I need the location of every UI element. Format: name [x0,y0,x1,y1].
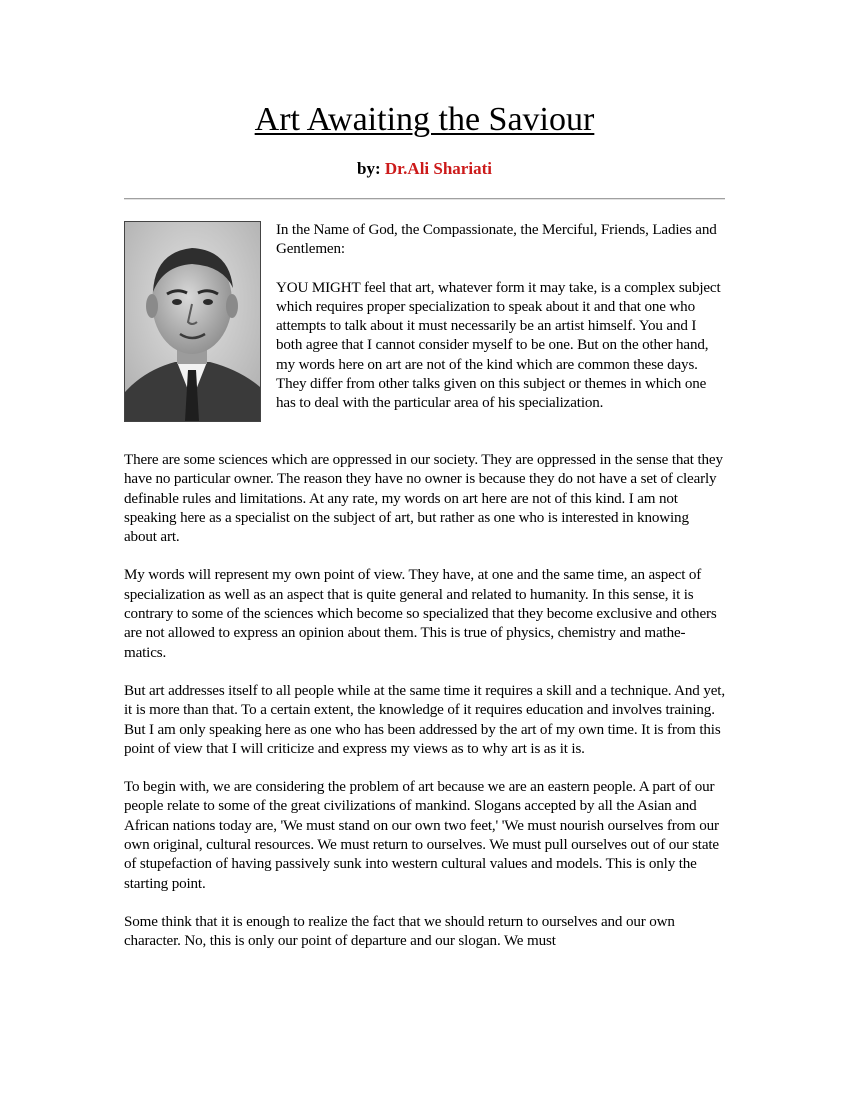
intro-text [276,221,725,433]
portrait-drawing [125,222,260,421]
body-paragraph: To begin with, we are considering the problem of art because we are an eastern people. A part of our people relate to some of the great civilizations of mankind. Slogans accepted by all the Asian and African nations today are, 'We must stand on our own two feet,' 'We must nourish ourselves from our own original, cultural resources. We must return to ourselves. We must pull ourselves out of our state of stupefaction of having passively sunk into western cultural values and models. This is only the starting point. [124,779,719,892]
body-paragraph: But art addresses itself to all people while at the same time it requires a skill and a technique. And yet, it is more than that. To a certain extent, the knowledge of it requires education and involves training. But I am only speaking here as one who has been addressed by the art of my own time. It is from this point of view that I will criticize and express my views as to why art is as it is. [124,682,725,757]
horizontal-divider [124,198,725,200]
page-title: Art Awaiting the Saviour [254,101,595,138]
body-paragraph: My words will represent my own point of view. They have, at one and the same time, an aspect of specialization as well as an aspect that is quite general and related to humanity. In this sense, it is contrary to some of the sciences which become so specialized that they become exclusive and others are not allowed to express an opinion about them. This is true of physics, chemistry and mathe- matics. [124,567,717,661]
body-text [124,451,725,971]
body-paragraph: Some think that it is enough to realize the fact that we should return to ourselves and our own character. No, this is only our point of departure and our slogan. We must [124,913,675,950]
body-paragraph: There are some sciences which are oppressed in our society. They are oppressed in the sense that they have no particular owner. The reason they have no owner is because they do not have a set of clearly definable rules and limitations. At any rate, my words on art here are not of this kind. I am not speaking here as a specialist on the subject of art, but rather as one who is interested in knowing about art. [124,452,723,546]
byline-prefix: by: [357,159,381,178]
intro-paragraph: In the Name of God, the Compassionate, the Merciful, Friends, Ladies and Gentlemen: [276,222,717,258]
intro-paragraph: YOU MIGHT feel that art, whatever form it may take, is a complex subject which requires proper specialization to speak about it and that one who attempts to talk about it must necessarily be an artist himself. You and I both agree that I cannot consider myself to be one. But on the other hand, my words here on art are not of the kind which are common these days. They differ from other talks given on this subject or themes in which one has to deal with the particular area of his specialization. [276,279,721,412]
byline [124,158,725,180]
author-portrait-image [124,221,261,422]
author-name: Dr.Ali Shariati [384,159,492,178]
